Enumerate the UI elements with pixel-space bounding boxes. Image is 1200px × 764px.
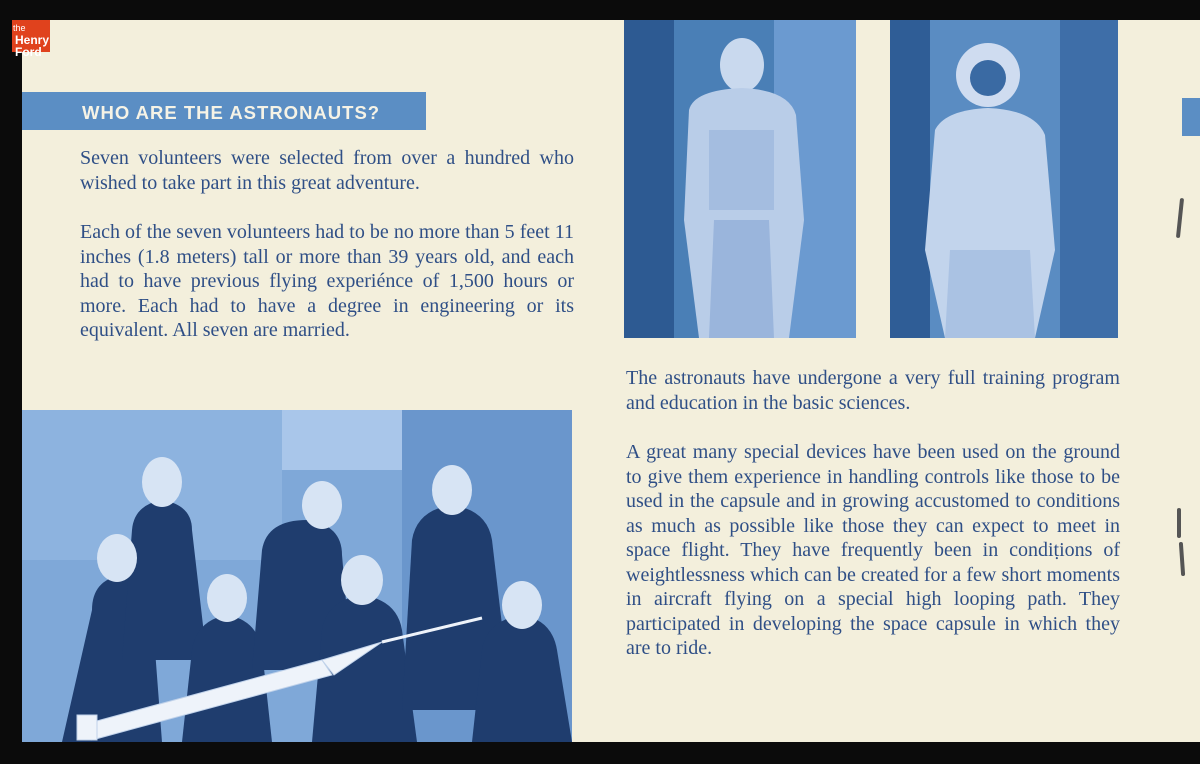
requirements-paragraph: Each of the seven volunteers had to be no more than 5 feet 11 inches (1.8 meters) tall or more than 39 years old, and each had to have previous flying experiénce of 1,500 hours or more. Each had to have a degree in engineering or its equivalent. All seven are married. xyxy=(80,221,574,341)
astronaut-suit-illustration xyxy=(624,20,856,338)
devices-paragraph: A great many special devices have been used on the ground to give them experience in handling controls like those to be used in the capsule and in growing accustomed to conditions as much as possible like those they can expect to meet in space flight. They have frequently been in condiṭions of weightlessness which can be created for a few short moments in aircraft flying on a special high looping path. They participated in developing the space capsule in which they are to ride. xyxy=(626,441,1120,659)
staple-top xyxy=(1176,198,1184,238)
astronaut-suit-photo-left xyxy=(624,20,856,338)
training-paragraph: The astronauts have undergone a very full training program and education in the basic sciences. xyxy=(626,367,1120,414)
intro-paragraph: Seven volunteers were selected from over a hundred who wished to take part in this great adventure. xyxy=(80,147,574,194)
astronaut-helmet-illustration xyxy=(890,20,1118,338)
astronauts-group-illustration xyxy=(22,410,572,742)
section-heading-bar xyxy=(22,92,426,130)
astronauts-group-photo xyxy=(22,410,572,742)
staple-bottom-right xyxy=(1179,542,1185,576)
astronaut-helmet-photo-right xyxy=(890,20,1118,338)
brochure-page xyxy=(22,20,1200,742)
staple-bottom-left xyxy=(1177,508,1181,538)
section-heading: WHO ARE THE ASTRONAUTS? xyxy=(82,102,381,123)
page-edge-tab xyxy=(1182,98,1200,136)
henry-ford-logo: the Henry Ford xyxy=(12,20,50,52)
